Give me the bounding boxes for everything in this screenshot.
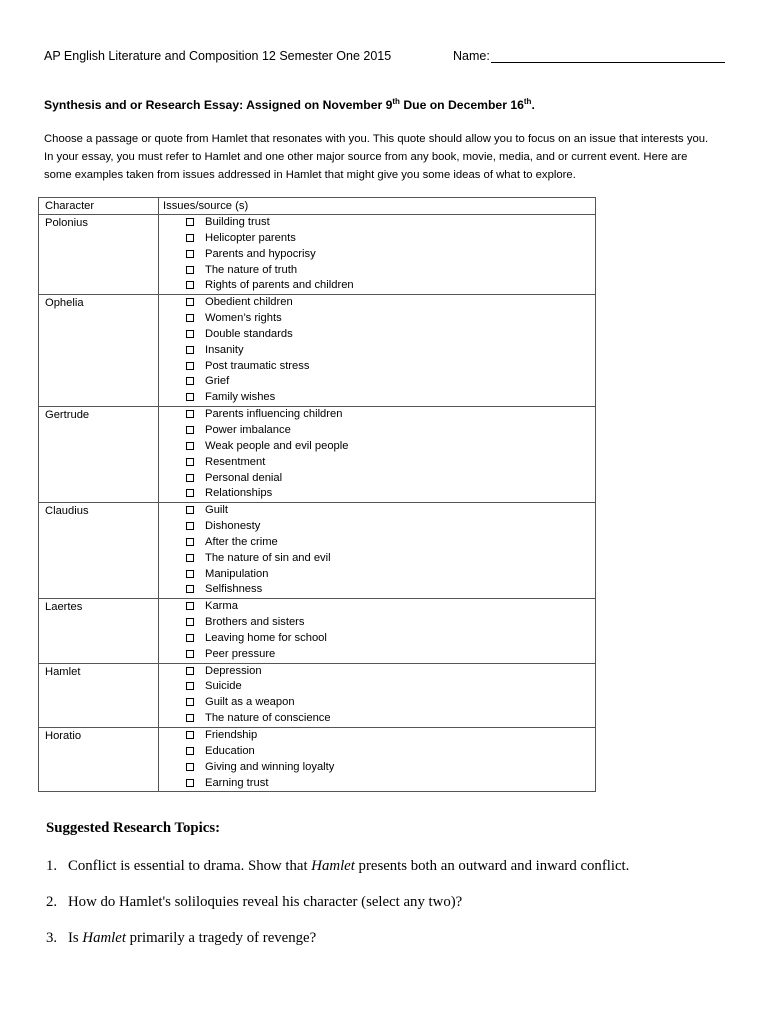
checkbox[interactable] [186,747,194,755]
issue-item [186,631,595,647]
issue-label: Weak people and evil people [205,439,349,452]
table-row [39,663,596,727]
character-cell [39,215,159,295]
topic-item [46,930,316,947]
issue-item [186,311,595,327]
title-sup-2: th [523,97,532,106]
issue-label: Friendship [205,729,258,741]
assignment-title [44,97,535,112]
checkbox[interactable] [186,618,194,626]
issues-cell [159,503,596,599]
issue-list [163,215,595,294]
intro-line: In your essay, you must refer to Hamlet and one other major source from any book, movie, media, and or current event. Here are [44,151,688,163]
table-row [39,215,596,295]
issue-label: Dishonesty [205,520,261,533]
issue-label: Peer pressure [205,647,276,660]
issue-list [163,728,595,791]
checkbox[interactable] [186,763,194,771]
issue-label: Guilt as a weapon [205,696,295,709]
issues-cell [159,728,596,792]
issue-item [186,486,595,502]
character-name: Polonius [45,217,88,229]
topic-item [46,858,629,875]
issues-cell [159,215,596,295]
column-header-character: Character [39,198,159,215]
checkbox[interactable] [186,570,194,578]
issue-item [186,359,595,375]
intro-line: Choose a passage or quote from Hamlet that resonates with you. This quote should allow you to focus on an issue that interests you. [44,133,709,145]
issue-label: The nature of truth [205,263,298,276]
title-middle: Due on December 16 [399,98,524,113]
checkbox[interactable] [186,634,194,642]
table-row [39,728,596,792]
topic-number: 1. [46,858,58,874]
issue-label: Guilt [205,504,229,517]
topic-number: 3. [46,930,58,946]
issue-label: Helicopter parents [205,231,296,244]
issue-label: Relationships [205,487,273,500]
issue-label: Parents influencing children [205,408,343,421]
issue-item [186,760,595,776]
issue-item [186,744,595,760]
character-name: Ophelia [45,297,84,310]
checkbox[interactable] [186,602,194,610]
table-header-row [39,198,596,215]
intro-paragraph [44,130,744,184]
issue-item [186,231,595,247]
issue-label: Selfishness [205,583,263,596]
character-cell [39,407,159,503]
issue-item [186,327,595,343]
checkbox[interactable] [186,554,194,562]
issue-label: After the crime [205,535,278,548]
checkbox[interactable] [186,314,194,322]
issue-item [186,263,595,279]
topic-text: Is [68,930,83,946]
checkbox[interactable] [186,506,194,514]
issue-item [186,390,595,406]
intro-line: some examples taken from issues addressed in Hamlet that might give you some ideas of what to explore. [44,169,576,181]
page-cutoff [0,960,770,1024]
issue-label: Women’s rights [205,312,282,325]
checkbox[interactable] [186,346,194,354]
checkbox[interactable] [186,731,194,739]
issue-item [186,471,595,487]
checkbox[interactable] [186,377,194,385]
column-header-issues: Issues/source (s) [159,198,596,215]
issue-list [163,599,595,662]
issue-item [186,535,595,551]
research-heading: Suggested Research Topics: [46,820,221,836]
issue-label: Insanity [205,343,244,356]
course-title: AP English Literature and Composition 12 Semester One 2015 [44,49,392,63]
issue-label: The nature of conscience [205,712,331,725]
character-cell [39,663,159,727]
checkbox[interactable] [186,281,194,289]
issue-label: Obedient children [205,296,293,309]
issue-item [186,503,595,519]
topic-italic: Hamlet [311,858,355,874]
checkbox[interactable] [186,442,194,450]
issues-cell [159,295,596,407]
issue-item [186,728,595,744]
checkbox[interactable] [186,362,194,370]
checkbox[interactable] [186,218,194,226]
table-row [39,503,596,599]
issue-item [186,519,595,535]
title-prefix: Synthesis and or Research Essay: Assigned on November 9 [44,98,393,113]
issue-label: Post traumatic stress [205,359,310,372]
issue-label: Double standards [205,327,293,340]
issue-item [186,615,595,631]
issue-label: Parents and hypocrisy [205,247,316,260]
topic-text-end: presents both an outward and inward conflict. [354,858,630,874]
character-name: Horatio [45,730,82,742]
name-field [453,49,725,63]
topic-item [46,894,462,911]
issue-item [186,647,595,663]
issue-item [186,343,595,359]
name-label: Name: [453,49,490,63]
issue-label: Suicide [205,680,242,693]
checkbox[interactable] [186,426,194,434]
issue-label: Earning trust [205,776,269,789]
character-name: Laertes [45,601,83,614]
checkbox[interactable] [186,667,194,675]
issue-label: Manipulation [205,567,269,580]
table-row [39,295,596,407]
checkbox[interactable] [186,682,194,690]
issue-label: The nature of sin and evil [205,551,331,564]
issue-item [186,567,595,583]
issue-label: Personal denial [205,471,283,484]
name-line [491,49,725,63]
issue-item [186,551,595,567]
issue-item [186,407,595,423]
table-row [39,407,596,503]
issue-item [186,215,595,231]
issues-cell [159,599,596,663]
issue-item [186,439,595,455]
issue-label: Family wishes [205,391,276,404]
checkbox[interactable] [186,489,194,497]
issue-item [186,423,595,439]
issue-label: Brothers and sisters [205,616,305,629]
checkbox[interactable] [186,298,194,306]
issue-label: Depression [205,664,262,677]
issue-item [186,695,595,711]
issue-item [186,776,595,792]
checkbox[interactable] [186,250,194,258]
issue-item [186,278,595,294]
issue-item [186,664,595,680]
topic-text-end: primarily a tragedy of revenge? [125,930,317,946]
issue-list [163,407,595,502]
issue-item [186,247,595,263]
issue-label: Leaving home for school [205,631,327,644]
checkbox[interactable] [186,585,194,593]
checkbox[interactable] [186,522,194,530]
issue-item [186,679,595,695]
issue-item [186,599,595,615]
title-suffix: . [531,98,535,113]
issue-label: Rights of parents and children [205,279,354,292]
research-topics [46,818,746,946]
character-name: Hamlet [45,665,81,678]
issues-cell [159,663,596,727]
character-name: Gertrude [45,409,90,422]
title-sup-1: th [392,97,400,106]
issue-item [186,295,595,311]
checkbox[interactable] [186,234,194,242]
checkbox[interactable] [186,538,194,546]
table-row [39,599,596,663]
issue-item [186,711,595,727]
issue-label: Giving and winning loyalty [205,760,335,773]
character-cell [39,728,159,792]
issue-label: Resentment [205,455,266,468]
character-cell [39,503,159,599]
checkbox[interactable] [186,266,194,274]
checkbox[interactable] [186,474,194,482]
issue-label: Grief [205,375,230,388]
issue-label: Power imbalance [205,423,291,436]
character-cell [39,295,159,407]
issue-list [163,295,595,406]
issue-item [186,455,595,471]
issues-table [38,197,596,792]
issue-label: Building trust [205,216,270,228]
topic-number: 2. [46,894,58,910]
checkbox[interactable] [186,714,194,722]
character-name: Claudius [45,505,89,518]
checkbox[interactable] [186,650,194,658]
issue-label: Karma [205,600,238,613]
checkbox[interactable] [186,410,194,418]
issue-item [186,374,595,390]
checkbox[interactable] [186,458,194,466]
issue-list [163,664,595,727]
topic-italic: Hamlet [82,930,126,946]
issue-list [163,503,595,598]
character-cell [39,599,159,663]
checkbox[interactable] [186,393,194,401]
topic-text: Conflict is essential to drama. Show that [68,858,312,874]
checkbox[interactable] [186,779,194,787]
issue-label: Education [205,744,255,757]
topic-text: How do Hamlet's soliloquies reveal his character (select any two)? [68,894,463,910]
checkbox[interactable] [186,698,194,706]
issues-cell [159,407,596,503]
issue-item [186,582,595,598]
checkbox[interactable] [186,330,194,338]
